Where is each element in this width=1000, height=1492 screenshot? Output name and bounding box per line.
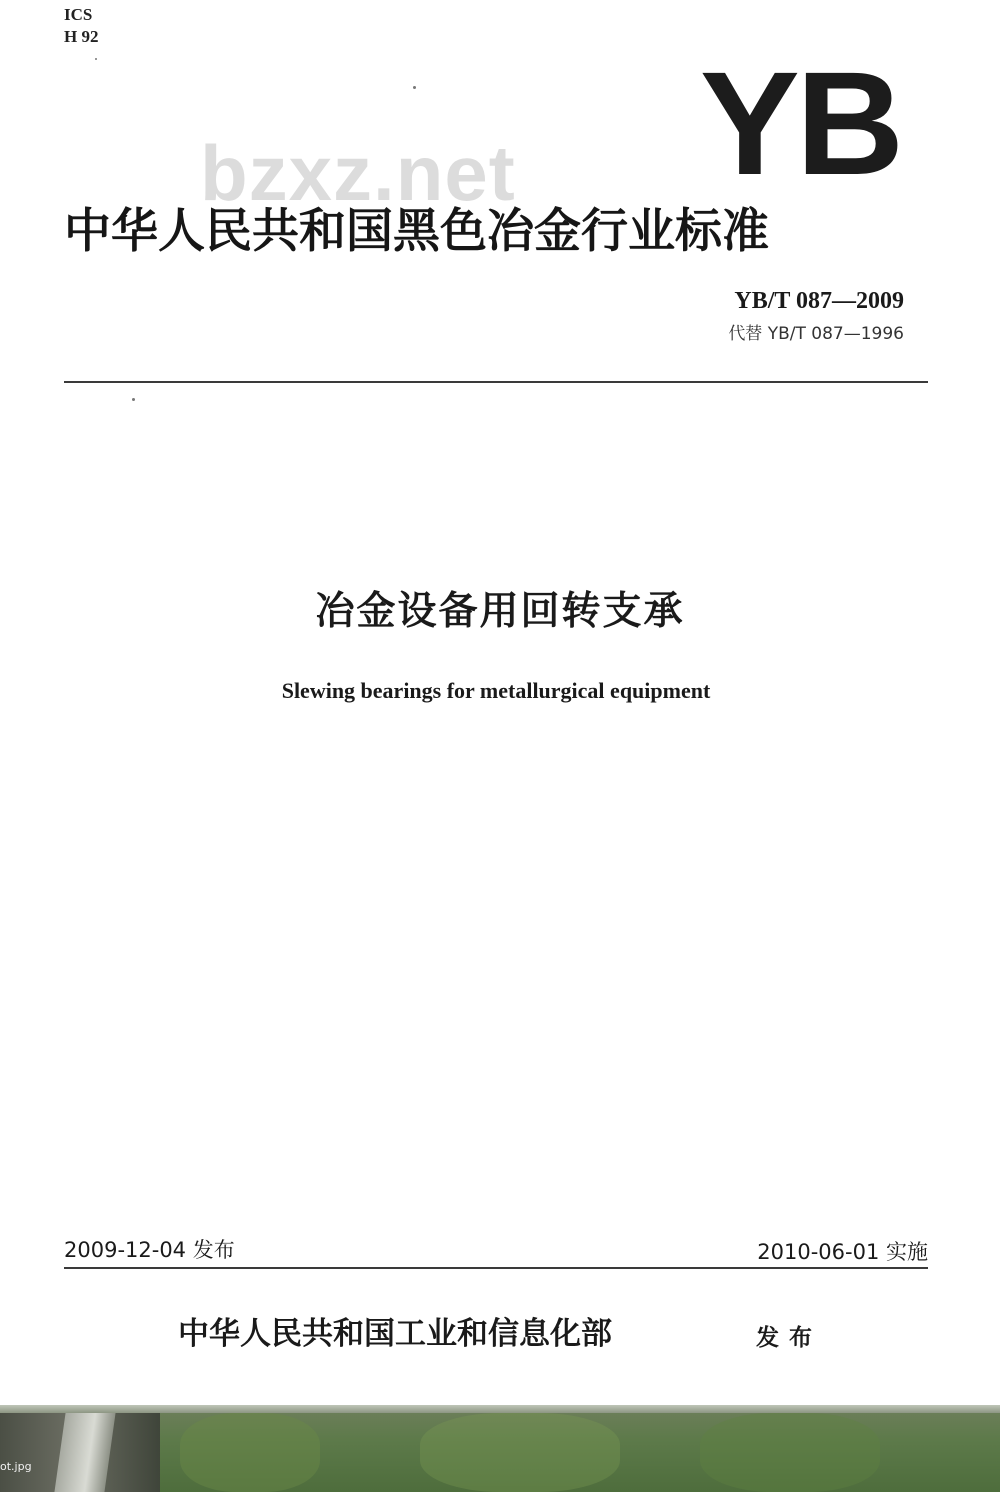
- implementation-date: 2010-06-01 实施: [757, 1240, 928, 1264]
- scan-speck: [413, 86, 416, 89]
- grass-patch: [420, 1413, 620, 1492]
- document-title-chinese: 冶金设备用回转支承: [315, 589, 685, 634]
- scan-speck: [132, 398, 135, 401]
- bottom-divider: [64, 1267, 928, 1269]
- grass-patch: [180, 1413, 320, 1492]
- photo-edge: [0, 1405, 1000, 1413]
- issue-date: 2009-12-04 发布: [64, 1238, 235, 1262]
- background-photo-strip: [0, 1405, 1000, 1492]
- industry-standard-title: 中华人民共和国黑色冶金行业标准: [64, 204, 769, 259]
- publish-label: 发布: [756, 1325, 822, 1351]
- top-divider: [64, 381, 928, 383]
- site-watermark: bzxz.net: [200, 129, 516, 217]
- filename-fragment: ot.jpg: [0, 1460, 32, 1473]
- publisher-name: 中华人民共和国工业和信息化部: [178, 1316, 612, 1352]
- grass-patch: [700, 1413, 880, 1492]
- yb-standard-logo: YB: [699, 40, 901, 206]
- replaced-standard: 代替 YB/T 087—1996: [728, 324, 904, 344]
- classification-codes: [64, 4, 98, 48]
- document-title-english: Slewing bearings for metallurgical equipment: [281, 678, 711, 703]
- scan-speck: [95, 58, 97, 60]
- standard-number: YB/T 087—2009: [734, 288, 904, 314]
- ccs-code: H 92: [64, 27, 99, 46]
- ics-label: ICS: [64, 5, 93, 24]
